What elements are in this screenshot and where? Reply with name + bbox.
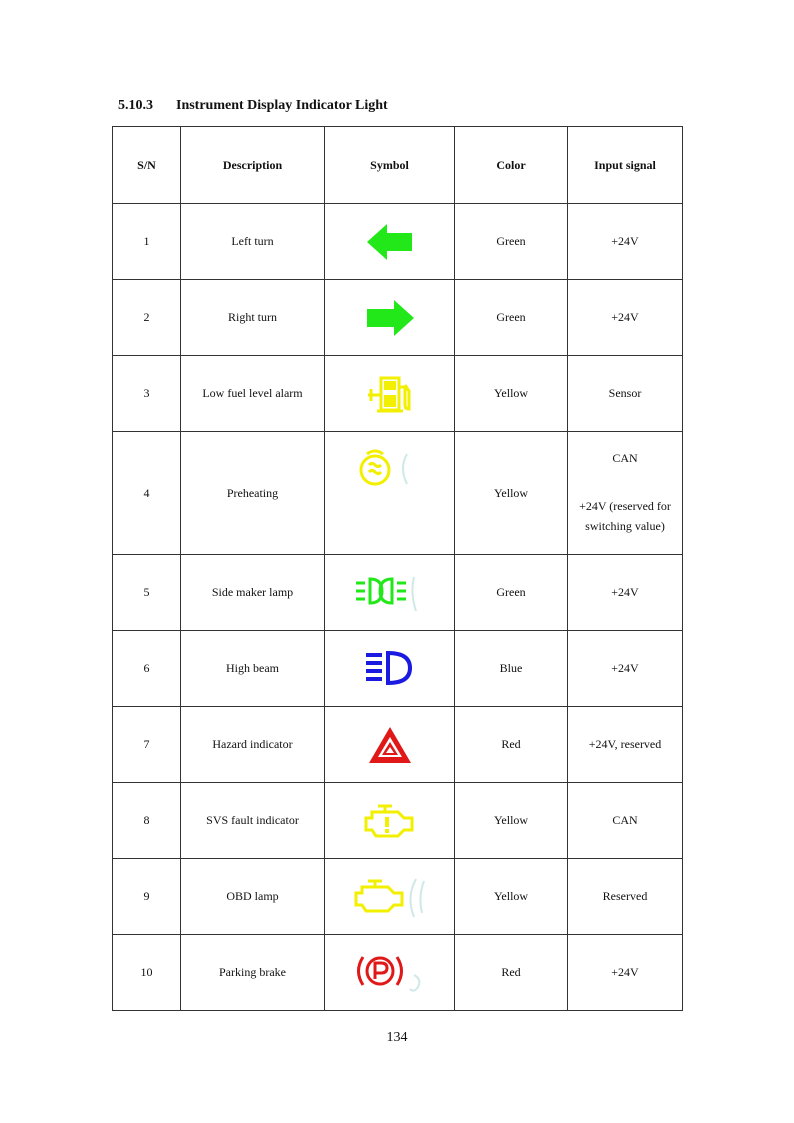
row-input-signal: +24V bbox=[568, 555, 683, 631]
row-symbol bbox=[325, 631, 455, 707]
row-sn: 9 bbox=[113, 859, 181, 935]
row-input-signal bbox=[568, 432, 683, 555]
row-input-signal: +24V, reserved bbox=[568, 707, 683, 783]
row-symbol bbox=[325, 356, 455, 432]
row-description: Left turn bbox=[181, 204, 325, 280]
row-color: Green bbox=[455, 280, 568, 356]
row-sn: 1 bbox=[113, 204, 181, 280]
table-row bbox=[113, 631, 683, 707]
row-color: Yellow bbox=[455, 783, 568, 859]
indicator-table bbox=[112, 126, 683, 1011]
header-description: Description bbox=[181, 127, 325, 204]
engine-check-icon bbox=[350, 873, 430, 921]
row-color: Blue bbox=[455, 631, 568, 707]
parking-brake-icon bbox=[352, 949, 428, 997]
hazard-triangle-icon bbox=[367, 725, 413, 765]
row-sn: 2 bbox=[113, 280, 181, 356]
row-sn: 5 bbox=[113, 555, 181, 631]
row-symbol bbox=[325, 204, 455, 280]
table-row bbox=[113, 555, 683, 631]
row-symbol bbox=[325, 280, 455, 356]
page-number: 134 bbox=[386, 1030, 408, 1045]
section-heading bbox=[118, 98, 388, 114]
row-description: Parking brake bbox=[181, 935, 325, 1011]
row-description: Hazard indicator bbox=[181, 707, 325, 783]
row-input-signal: CAN bbox=[568, 783, 683, 859]
row-description: Low fuel level alarm bbox=[181, 356, 325, 432]
row-color: Red bbox=[455, 707, 568, 783]
header-sn: S/N bbox=[113, 127, 181, 204]
row-symbol bbox=[325, 555, 455, 631]
table-row bbox=[113, 707, 683, 783]
row-color: Yellow bbox=[455, 859, 568, 935]
fuel-pump-icon bbox=[365, 373, 415, 415]
row-sn: 4 bbox=[113, 432, 181, 555]
row-sn: 7 bbox=[113, 707, 181, 783]
high-beam-icon bbox=[364, 649, 416, 689]
row-symbol bbox=[325, 935, 455, 1011]
glow-plug-icon bbox=[355, 446, 425, 490]
row-symbol bbox=[325, 707, 455, 783]
row-description: OBD lamp bbox=[181, 859, 325, 935]
row-description: Preheating bbox=[181, 432, 325, 555]
header-input-signal: Input signal bbox=[568, 127, 683, 204]
row-description: SVS fault indicator bbox=[181, 783, 325, 859]
row-description: High beam bbox=[181, 631, 325, 707]
row-color: Red bbox=[455, 935, 568, 1011]
table-row bbox=[113, 432, 683, 555]
row-input-signal: +24V bbox=[568, 204, 683, 280]
row-description: Right turn bbox=[181, 280, 325, 356]
header-symbol: Symbol bbox=[325, 127, 455, 204]
table-row bbox=[113, 280, 683, 356]
row-color: Yellow bbox=[455, 432, 568, 555]
table-row bbox=[113, 859, 683, 935]
row-symbol bbox=[325, 859, 455, 935]
table-header-row bbox=[113, 127, 683, 204]
row-sn: 3 bbox=[113, 356, 181, 432]
table-row bbox=[113, 356, 683, 432]
row-sn: 10 bbox=[113, 935, 181, 1011]
row-input-signal: +24V bbox=[568, 631, 683, 707]
row-symbol bbox=[325, 783, 455, 859]
row-color: Yellow bbox=[455, 356, 568, 432]
input-signal-primary: CAN bbox=[612, 450, 638, 465]
row-sn: 6 bbox=[113, 631, 181, 707]
input-signal-secondary: +24V (reserved for switching value) bbox=[579, 498, 671, 533]
row-input-signal: Sensor bbox=[568, 356, 683, 432]
row-description: Side maker lamp bbox=[181, 555, 325, 631]
table-row bbox=[113, 204, 683, 280]
row-color: Green bbox=[455, 555, 568, 631]
row-input-signal: +24V bbox=[568, 280, 683, 356]
row-color: Green bbox=[455, 204, 568, 280]
side-marker-lamp-icon bbox=[354, 571, 426, 615]
row-symbol bbox=[325, 432, 455, 555]
engine-warning-icon bbox=[362, 800, 418, 842]
table-row bbox=[113, 783, 683, 859]
section-number: 5.10.3 bbox=[118, 98, 153, 113]
header-color: Color bbox=[455, 127, 568, 204]
section-title: Instrument Display Indicator Light bbox=[176, 98, 388, 113]
left-arrow-icon bbox=[365, 222, 415, 262]
row-input-signal: Reserved bbox=[568, 859, 683, 935]
row-sn: 8 bbox=[113, 783, 181, 859]
table-row bbox=[113, 935, 683, 1011]
row-input-signal: +24V bbox=[568, 935, 683, 1011]
right-arrow-icon bbox=[364, 298, 416, 338]
